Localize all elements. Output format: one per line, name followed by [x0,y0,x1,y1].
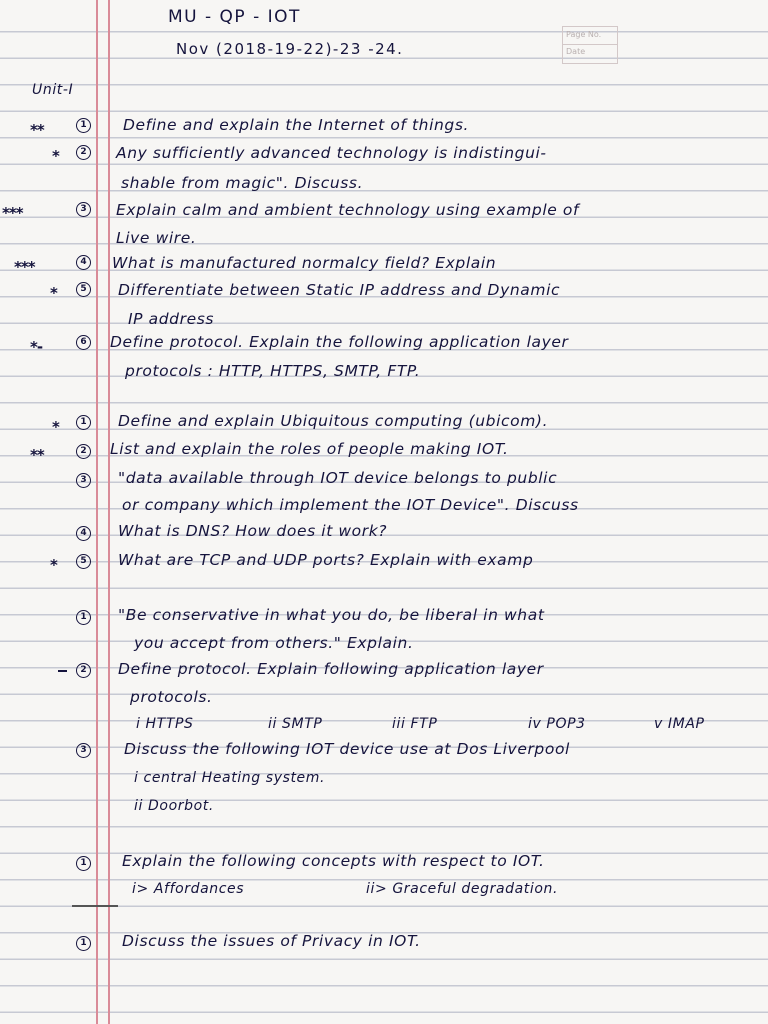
question-text: Define and explain Ubiquitous computing (ubicom). [118,412,549,430]
importance-stars: * [50,556,57,574]
question-number: 2 [76,145,91,160]
concept-item: ii> Graceful degradation. [366,881,559,897]
importance-stars: *** [2,204,23,222]
question-text: "Be conservative in what you do, be liberal in what [118,606,545,624]
question-text: What is manufactured normalcy field? Explain [112,254,497,272]
importance-stars: *** [14,258,35,276]
question-text-continued: or company which implement the IOT Device". Discuss [122,496,579,514]
question-text: Define protocol. Explain the following application layer [110,333,569,351]
question-text: What is DNS? How does it work? [118,522,388,540]
protocol-item: ii SMTP [268,716,323,732]
question-text: Explain calm and ambient technology using example of [116,201,580,219]
question-text-continued: protocols : HTTP, HTTPS, SMTP, FTP. [125,362,421,380]
question-number: 1 [76,936,91,951]
device-item: i central Heating system. [134,770,326,786]
protocol-item: iv POP3 [528,716,586,732]
question-number: 1 [76,610,91,625]
device-item: ii Doorbot. [134,798,214,814]
question-number: 5 [76,282,91,297]
question-text: Discuss the issues of Privacy in IOT. [122,932,421,950]
protocol-item: i HTTPS [136,716,194,732]
question-text-continued: IP address [128,310,215,328]
unit-label: Unit-I [32,82,74,98]
margin-line-left [96,0,98,1024]
importance-stars: * [52,147,59,165]
question-number: 4 [76,255,91,270]
question-text: Discuss the following IOT device use at Dos Liverpool [124,740,570,758]
question-text: Any sufficiently advanced technology is indistingui- [116,144,547,162]
question-number: 2 [76,663,91,678]
question-number: 6 [76,335,91,350]
question-text: What are TCP and UDP ports? Explain with examp [118,551,534,569]
page-number-box [562,26,618,64]
question-text-continued: protocols. [130,688,213,706]
section-divider-mark [72,905,118,907]
importance-stars: * [50,284,57,302]
question-dash-mark [58,670,67,672]
margin-line-right [108,0,110,1024]
question-text: "data available through IOT device belongs to public [118,469,558,487]
question-text-continued: Live wire. [116,229,197,247]
question-text: Explain the following concepts with respect to IOT. [122,852,545,870]
question-number: 2 [76,444,91,459]
question-number: 3 [76,202,91,217]
concept-item: i> Affordances [132,881,245,897]
question-number: 1 [76,118,91,133]
importance-stars: * [52,418,59,436]
question-number: 3 [76,743,91,758]
protocol-item: iii FTP [392,716,438,732]
question-text-continued: you accept from others." Explain. [134,634,414,652]
importance-stars: *- [30,338,43,356]
date-label: Date [566,47,586,56]
question-number: 4 [76,526,91,541]
importance-stars: ** [30,121,44,139]
question-text: List and explain the roles of people making IOT. [110,440,509,458]
question-number: 3 [76,473,91,488]
question-number: 1 [76,856,91,871]
question-text: Define protocol. Explain following application layer [118,660,544,678]
exam-years: Nov (2018-19-22)-23 -24. [176,40,404,58]
page-number-label: Page No. [566,30,602,39]
question-number: 5 [76,554,91,569]
question-text: Differentiate between Static IP address and Dynamic [118,281,561,299]
question-text-continued: shable from magic". Discuss. [121,174,364,192]
question-text: Define and explain the Internet of things. [123,116,470,134]
page-title: MU - QP - IOT [168,7,301,27]
question-number: 1 [76,415,91,430]
importance-stars: ** [30,446,44,464]
protocol-item: v IMAP [654,716,705,732]
